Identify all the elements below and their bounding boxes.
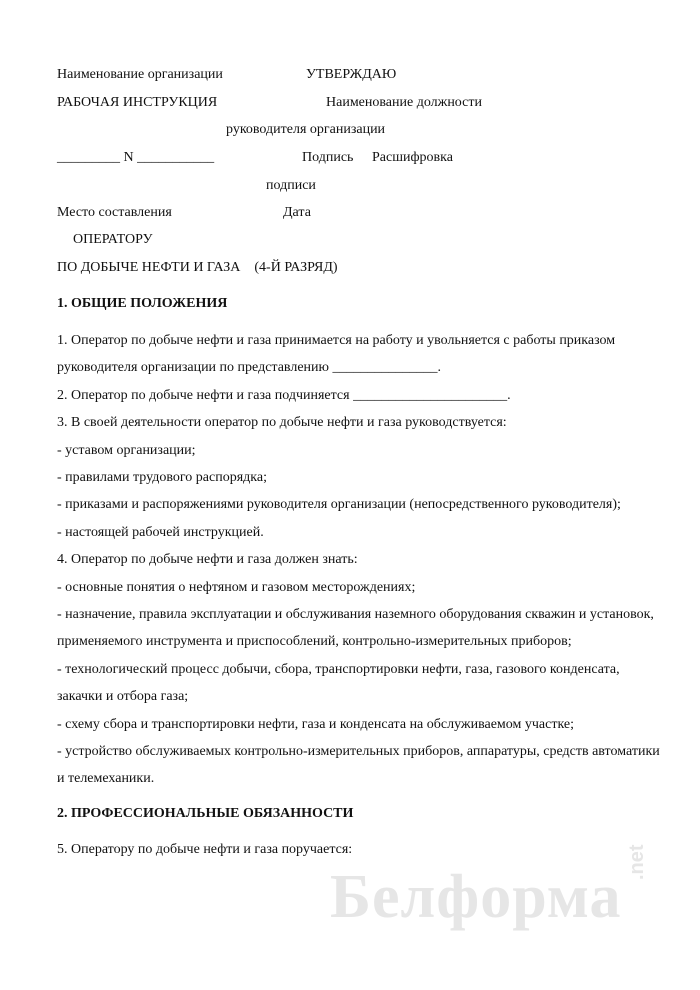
- list-item: - правилами трудового распорядка;: [57, 470, 267, 485]
- list-item-continuation: закачки и отбора газа;: [57, 689, 189, 704]
- watermark-logo: Белформа: [330, 863, 622, 931]
- paragraph-line: 3. В своей деятельности оператор по добыче нефти и газа руководствуется:: [57, 415, 507, 430]
- list-item: - назначение, правила эксплуатации и обслуживания наземного оборудования скважин и установок,: [57, 607, 654, 622]
- list-item: - настоящей рабочей инструкцией.: [57, 525, 264, 540]
- list-item: - основные понятия о нефтяном и газовом месторождениях;: [57, 580, 416, 595]
- list-item-continuation: применяемого инструмента и приспособлений, контрольно-измерительных приборов;: [57, 634, 572, 649]
- signature-sub-label: подписи: [266, 178, 316, 193]
- decode-label: Расшифровка: [372, 150, 453, 165]
- paragraph-line: 2. Оператор по добыче нефти и газа подчиняется ______________________.: [57, 388, 511, 403]
- list-item: - устройство обслуживаемых контрольно-измерительных приборов, аппаратуры, средств автоматики: [57, 744, 660, 759]
- org-name-label: Наименование организации: [57, 67, 223, 82]
- list-item: - приказами и распоряжениями руководителя организации (непосредственного руководителя);: [57, 497, 621, 512]
- approve-label: УТВЕРЖДАЮ: [306, 67, 397, 82]
- date-label: Дата: [283, 205, 311, 220]
- doc-title-line2: ПО ДОБЫЧЕ НЕФТИ И ГАЗА (4-Й РАЗРЯД): [57, 260, 338, 275]
- list-item: - технологический процесс добычи, сбора, транспортировки нефти, газа, газового конденсата,: [57, 662, 620, 677]
- section-heading: 2. ПРОФЕССИОНАЛЬНЫЕ ОБЯЗАННОСТИ: [57, 806, 354, 821]
- number-line: _________ N ___________: [57, 150, 215, 165]
- paragraph-line: 1. Оператор по добыче нефти и газа принимается на работу и увольняется с работы приказом: [57, 333, 616, 348]
- paragraph-line: 5. Оператору по добыче нефти и газа поручается:: [57, 842, 353, 857]
- list-item-continuation: и телемеханики.: [57, 771, 155, 786]
- watermark-suffix: .net: [626, 844, 648, 880]
- paragraph-line: руководителя организации по представлению _______________.: [57, 360, 441, 375]
- doc-type: РАБОЧАЯ ИНСТРУКЦИЯ: [57, 95, 218, 110]
- section-heading: 1. ОБЩИЕ ПОЛОЖЕНИЯ: [57, 296, 228, 311]
- list-item: - схему сбора и транспортировки нефти, газа и конденсата на обслуживаемом участке;: [57, 717, 575, 732]
- paragraph-line: 4. Оператор по добыче нефти и газа должен знать:: [57, 552, 358, 567]
- list-item: - уставом организации;: [57, 443, 196, 458]
- position-title-label: Наименование должности: [326, 95, 482, 110]
- doc-title-line1: ОПЕРАТОРУ: [73, 232, 153, 247]
- place-label: Место составления: [57, 205, 172, 220]
- head-label: руководителя организации: [226, 122, 386, 137]
- signature-label: Подпись: [302, 150, 354, 165]
